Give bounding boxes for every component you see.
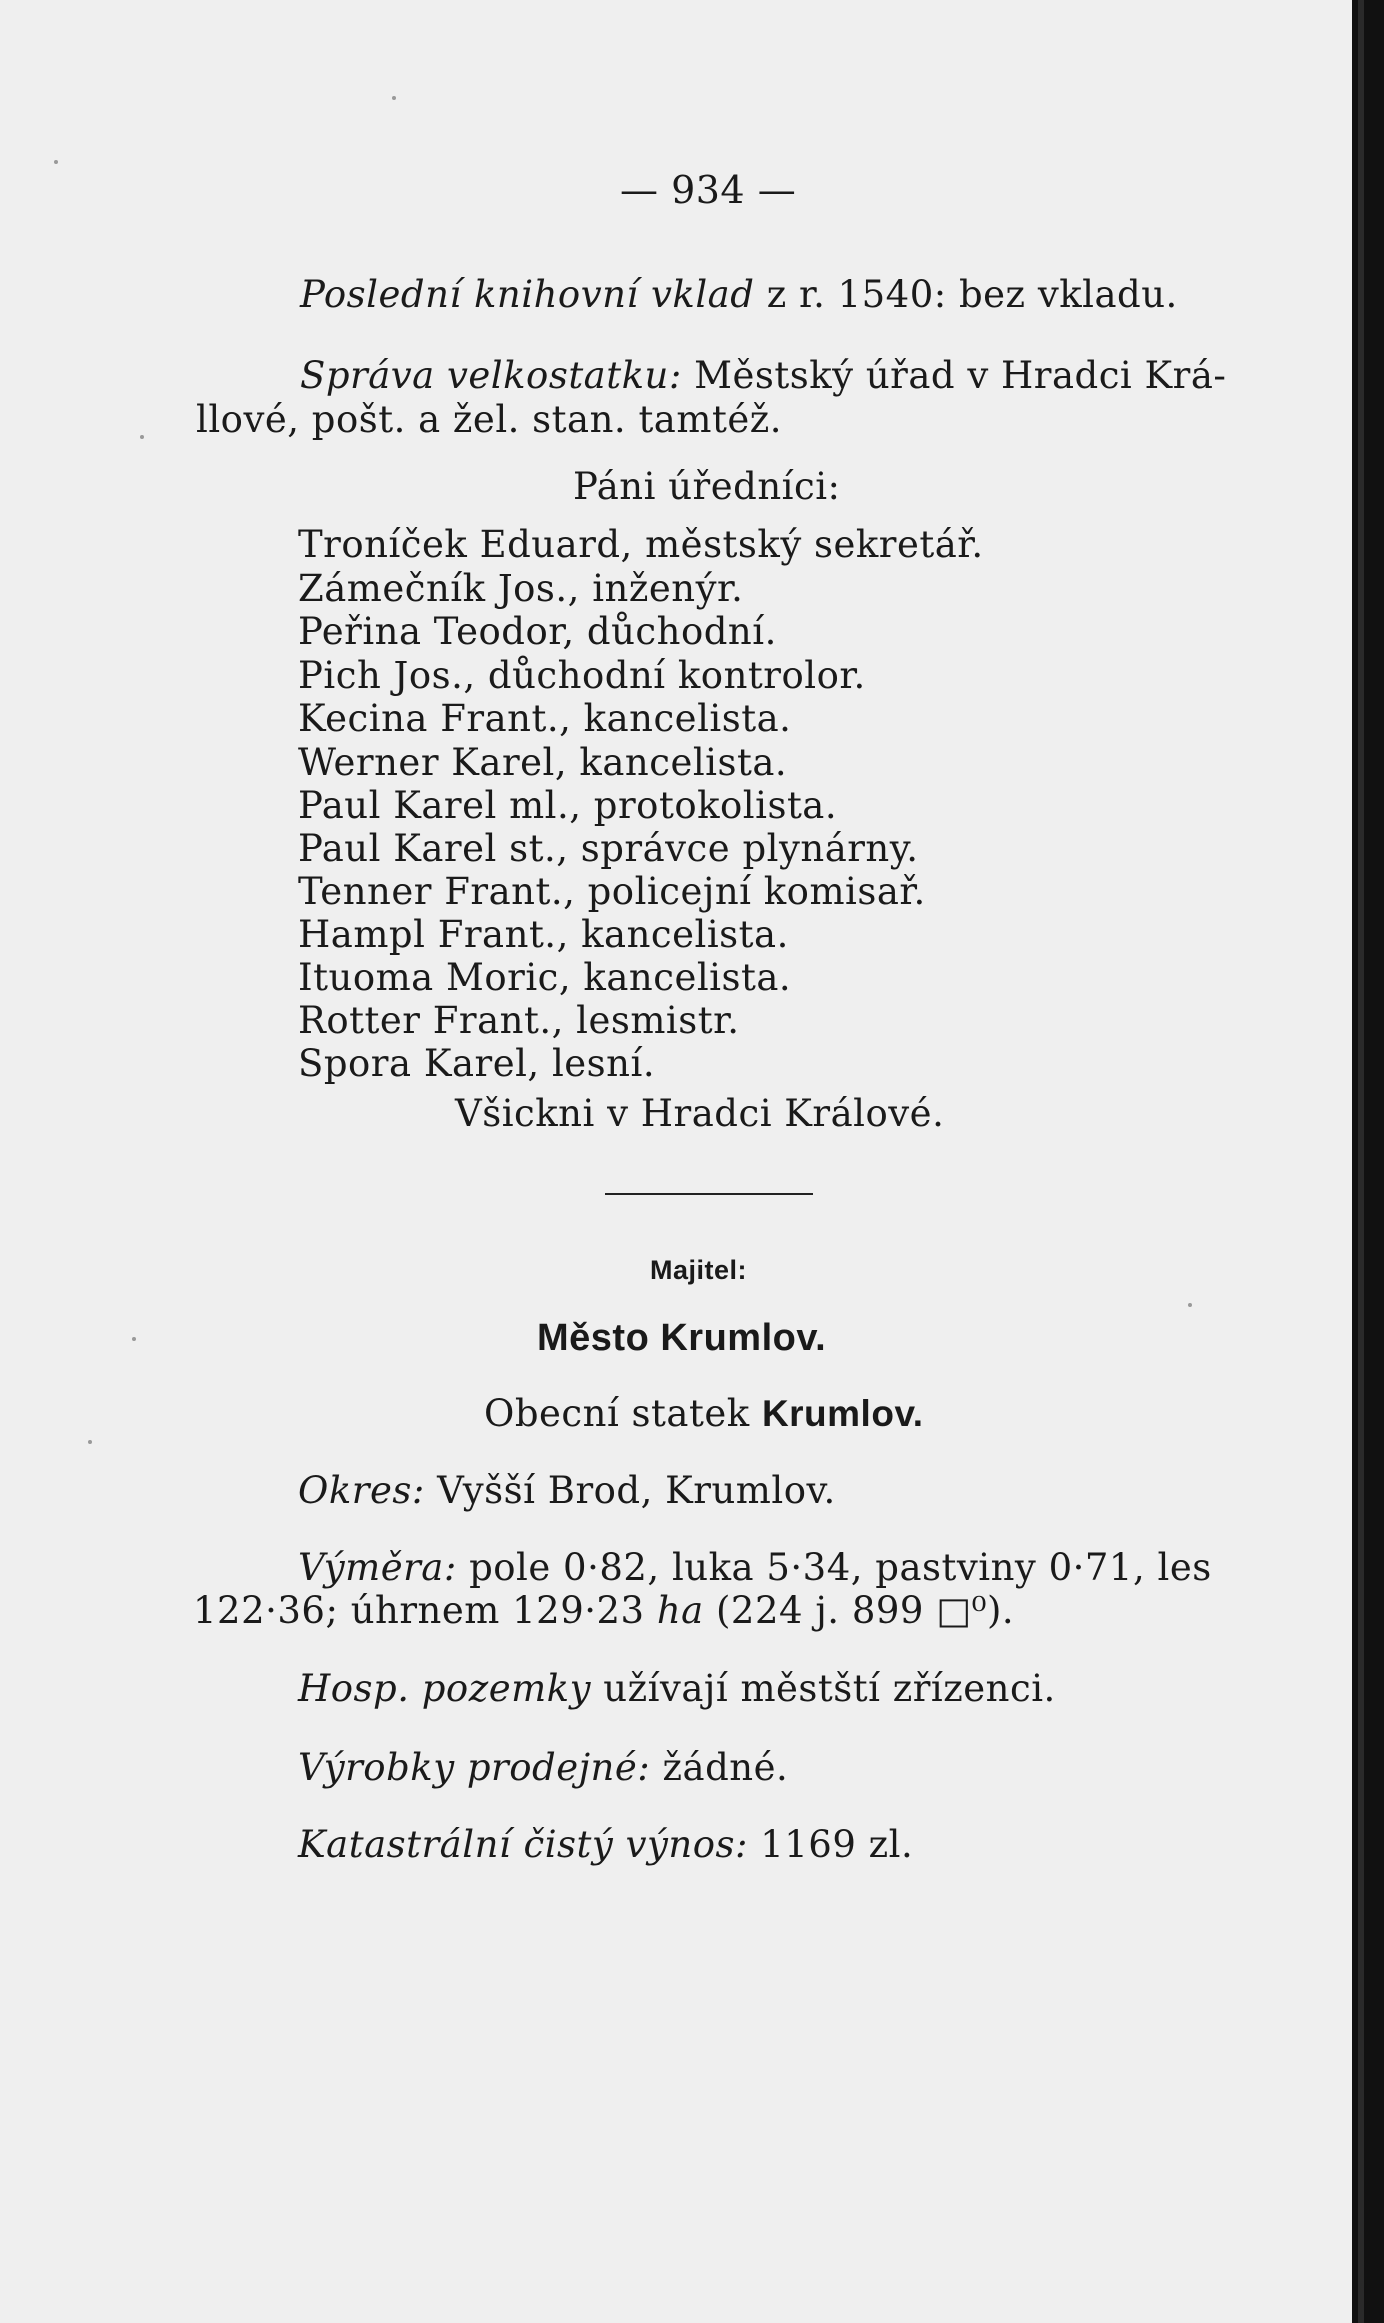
- vymera-cont-a: 122·36; úhrnem 129·23: [193, 1589, 645, 1632]
- paper-speck: [88, 1440, 92, 1444]
- paper-speck: [132, 1337, 136, 1341]
- vymera-line: [298, 1546, 1212, 1590]
- owner-label: Majitel:: [650, 1255, 748, 1285]
- official-entry: Paul Karel st., správce plynárny.: [298, 827, 919, 870]
- paper-speck: [1188, 1303, 1192, 1307]
- officials-heading: Páni úředníci:: [573, 465, 841, 508]
- page-edge-shadow: [1352, 0, 1384, 2323]
- official-entry: Paul Karel ml., protokolista.: [298, 784, 838, 827]
- paper-speck: [140, 435, 144, 439]
- hosp-label: Hosp. pozemky: [298, 1667, 591, 1710]
- library-deposit-label: Poslední knihovní vklad: [300, 273, 755, 316]
- estate-name: Krumlov.: [761, 1393, 924, 1434]
- hosp-value: užívají městští zřízenci.: [603, 1667, 1056, 1710]
- estate-admin-continuation: llové, pošt. a žel. stan. tamtéž.: [196, 398, 782, 441]
- official-entry: Hampl Frant., kancelista.: [298, 913, 789, 956]
- estate-line: [484, 1392, 924, 1436]
- katastr-value: 1169 zl.: [760, 1823, 914, 1866]
- vymera-cont-ha: ha: [656, 1589, 704, 1632]
- vymera-cont-b: (224 j. 899 □⁰).: [716, 1589, 1015, 1632]
- vyrobky-line: [298, 1746, 788, 1790]
- official-entry: Kecina Frant., kancelista.: [298, 697, 792, 740]
- official-entry: Troníček Eduard, městský sekretář.: [298, 523, 984, 566]
- okres-label: Okres:: [298, 1469, 425, 1512]
- katastr-line: [298, 1823, 913, 1867]
- okres-line: [298, 1469, 836, 1513]
- okres-value: Vyšší Brod, Krumlov.: [437, 1469, 836, 1512]
- estate-prefix: Obecní statek: [484, 1392, 750, 1435]
- estate-admin-label: Správa velkostatku:: [300, 354, 682, 397]
- official-entry: Ituoma Moric, kancelista.: [298, 956, 792, 999]
- official-entry: Werner Karel, kancelista.: [298, 741, 788, 784]
- hosp-line: [298, 1667, 1056, 1711]
- vyrobky-label: Výrobky prodejné:: [298, 1746, 651, 1789]
- library-deposit-value: z r. 1540: bez vkladu.: [766, 273, 1178, 316]
- vyrobky-value: žádné.: [662, 1746, 789, 1789]
- official-entry: Rotter Frant., lesmistr.: [298, 999, 740, 1042]
- official-entry: Peřina Teodor, důchodní.: [298, 610, 777, 653]
- owner-name: Město Krumlov.: [537, 1317, 827, 1359]
- official-entry: Pich Jos., důchodní kontrolor.: [298, 654, 866, 697]
- paper-speck: [54, 160, 58, 164]
- section-divider: [605, 1193, 813, 1195]
- library-deposit-line: [300, 273, 1178, 317]
- katastr-label: Katastrální čistý výnos:: [298, 1823, 748, 1866]
- page-number: — 934 —: [620, 168, 797, 212]
- estate-admin-line: [300, 354, 1226, 398]
- paper-speck: [392, 96, 396, 100]
- vymera-continuation: [193, 1589, 1014, 1633]
- official-entry: Tenner Frant., policejní komisař.: [298, 870, 926, 913]
- official-entry: Spora Karel, lesní.: [298, 1042, 656, 1085]
- estate-admin-value: Městský úřad v Hradci Krá-: [694, 354, 1227, 397]
- official-entry: Zámečník Jos., inženýr.: [298, 567, 744, 610]
- vymera-value: pole 0·82, luka 5·34, pastviny 0·71, les: [469, 1546, 1212, 1589]
- vymera-label: Výměra:: [298, 1546, 457, 1589]
- all-in-location: Všickni v Hradci Králové.: [455, 1092, 945, 1135]
